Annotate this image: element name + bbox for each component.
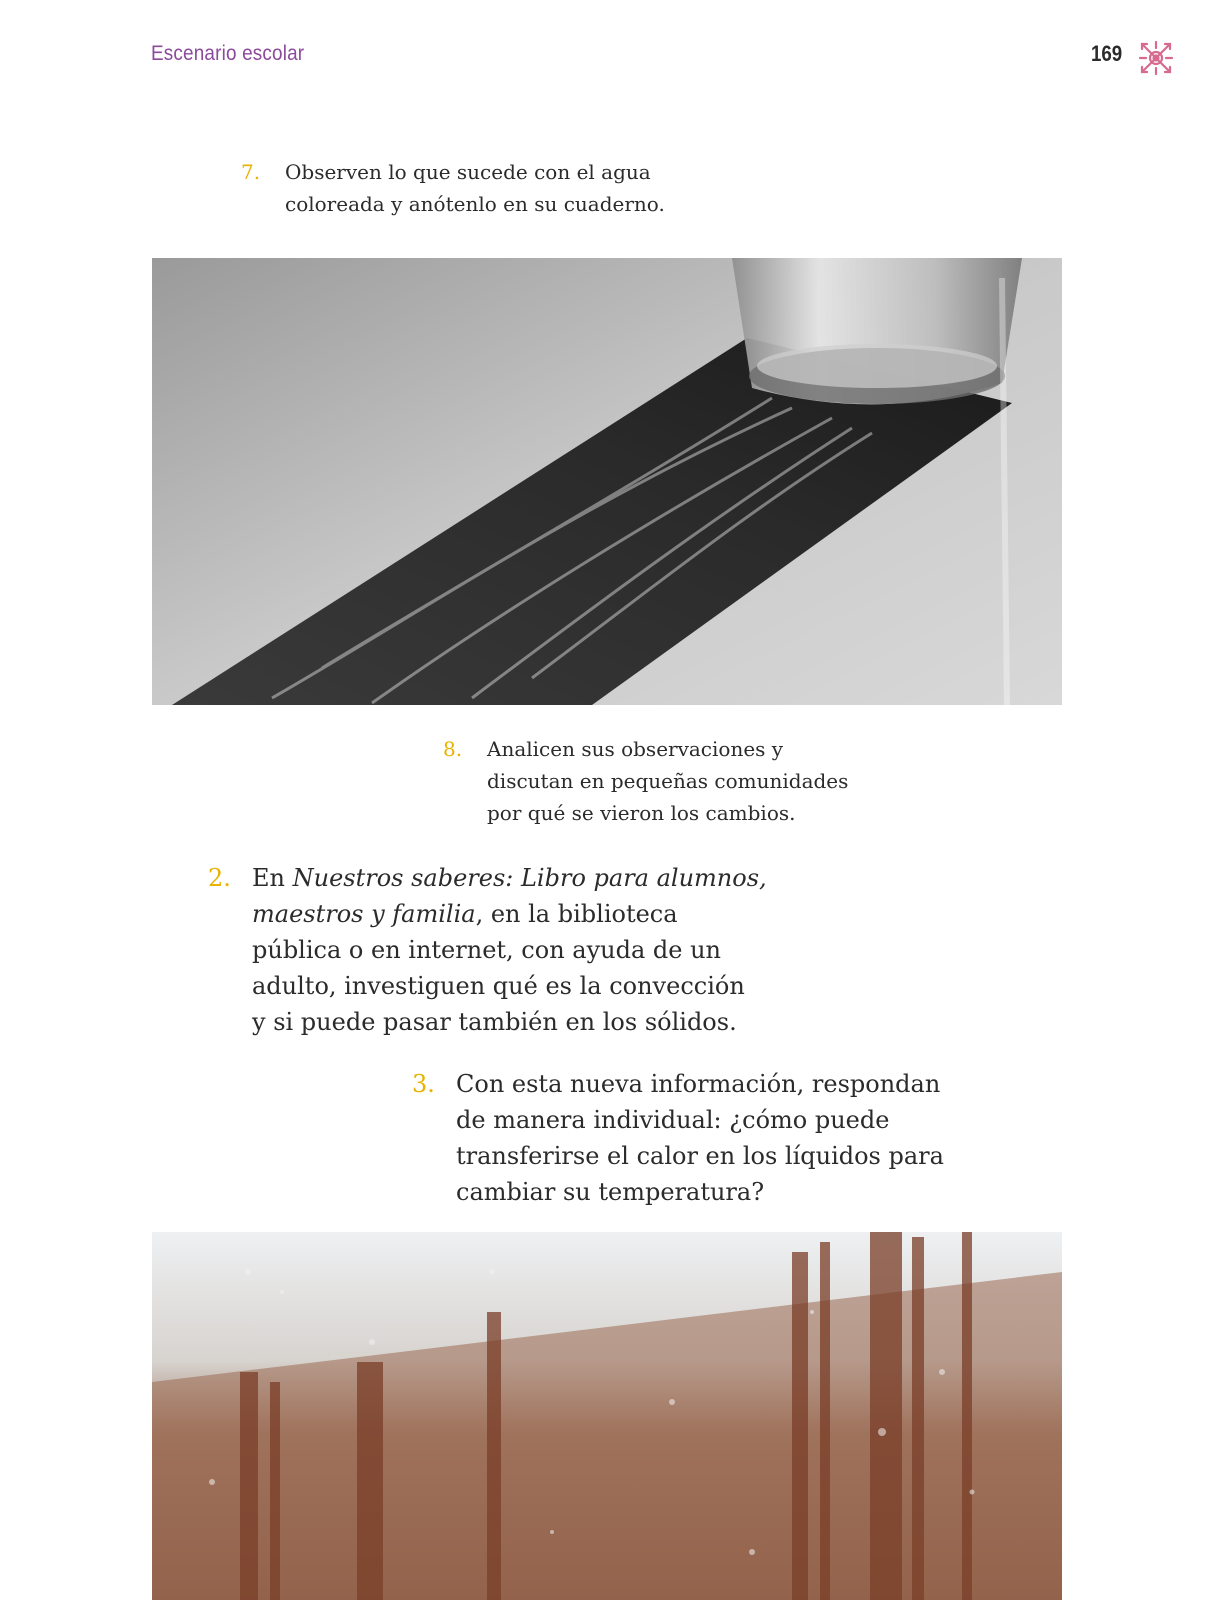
item-number: 8. — [443, 737, 463, 761]
page-number: 169 — [1091, 41, 1123, 66]
item-number: 2. — [208, 864, 231, 892]
rainy-window-photo — [152, 1232, 1062, 1600]
star-emblem-icon — [1138, 40, 1174, 76]
item-text: Analicen sus observaciones y discutan en pequeñas comunidades por qué se vieron los cambios. — [487, 737, 849, 825]
item-number: 3. — [412, 1070, 435, 1098]
item-body: , en la biblioteca pública o en internet, con ayuda de un adulto, investiguen qué es la convección y si puede pasar también en los sólidos. — [252, 900, 745, 1036]
book-title: Nuestros saberes: Libro para alumnos, maestros y familia — [252, 864, 767, 928]
glass-shadow-photo — [152, 258, 1062, 705]
item-text: Con esta nueva información, respondan de manera individual: ¿cómo puede transferirse el calor en los líquidos para cambiar su temperatura? — [456, 1070, 944, 1206]
header-section-title: Escenario escolar — [151, 42, 305, 65]
item-number: 7. — [241, 160, 261, 184]
item-lead: En — [252, 864, 293, 892]
item-text — [252, 860, 812, 1040]
item-text: Observen lo que sucede con el agua coloreada y anótenlo en su cuaderno. — [285, 160, 665, 216]
